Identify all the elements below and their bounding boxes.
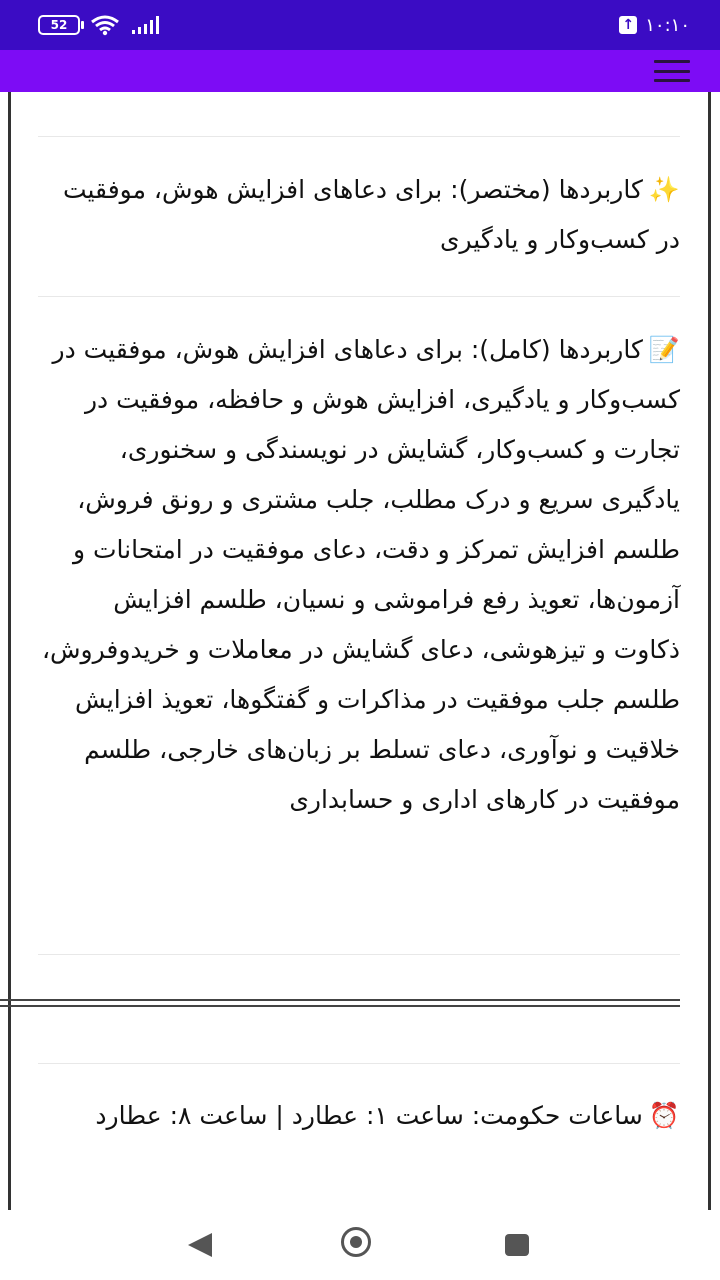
wifi-icon bbox=[90, 14, 120, 36]
status-left bbox=[38, 0, 160, 50]
full-uses-body: کاربردها (کامل): برای دعاهای افزایش هوش، موفقیت در کسب‌وکار و یادگیری، افزایش هوش و حافظه، موفقیت در تجارت و کسب‌وکار، گشایش در نویسندگی و سخنوری، یادگیری سریع و درک مطلب، جلب مشتری و رونق فروش، طلسم افزایش تمرکز و دقت، دعای موفقیت در امتحانات و آزمون‌ها، تعویذ رفع فراموشی و نسیان، طلسم افزایش ذکاوت و تیزهوشی، دعای گشایش در معاملات و خریدوفروش، طلسم جلب موفقیت در مذاکرات و گفتگوها، تعویذ افزایش خلاقیت و نوآوری، دعای تسلط بر زبان‌های خارجی، طلسم موفقیت در کارهای اداری و حسابداری bbox=[41, 335, 680, 814]
frame-border-right bbox=[708, 92, 711, 1210]
upload-icon: ↑ bbox=[619, 16, 637, 34]
recent-apps-icon[interactable] bbox=[505, 1234, 529, 1256]
divider bbox=[38, 954, 680, 955]
menu-button[interactable] bbox=[654, 60, 690, 82]
hamburger-icon-line bbox=[654, 60, 690, 63]
navigation-bar bbox=[0, 1210, 720, 1280]
divider bbox=[38, 1063, 680, 1064]
app-bar bbox=[0, 50, 720, 92]
hamburger-icon-line bbox=[654, 79, 690, 82]
home-icon[interactable] bbox=[341, 1227, 371, 1257]
ruling-hours-text bbox=[40, 1091, 680, 1141]
battery-icon bbox=[38, 15, 80, 35]
clock: ۱۰:۱۰ bbox=[645, 14, 690, 36]
sparkles-icon: ✨ bbox=[648, 175, 680, 204]
divider bbox=[38, 136, 680, 137]
frame-border-left bbox=[8, 92, 11, 1210]
back-icon[interactable] bbox=[188, 1233, 212, 1257]
content-area[interactable] bbox=[0, 92, 720, 1210]
status-bar bbox=[0, 0, 720, 50]
hamburger-icon-line bbox=[654, 70, 690, 73]
memo-icon: 📝 bbox=[648, 335, 680, 364]
ruling-hours-body: ساعات حکومت: ساعت ۱: عطارد | ساعت ۸: عطارد bbox=[95, 1101, 643, 1130]
signal-icon bbox=[130, 15, 160, 35]
status-right bbox=[619, 0, 690, 50]
battery-level: 52 bbox=[50, 18, 68, 32]
full-uses-text bbox=[40, 325, 680, 825]
section-separator bbox=[0, 999, 680, 1007]
short-uses-body: کاربردها (مختصر): برای دعاهای افزایش هوش، موفقیت در کسب‌وکار و یادگیری bbox=[62, 175, 680, 254]
short-uses-text bbox=[40, 165, 680, 265]
alarm-clock-icon: ⏰ bbox=[648, 1101, 680, 1130]
divider bbox=[38, 296, 680, 297]
